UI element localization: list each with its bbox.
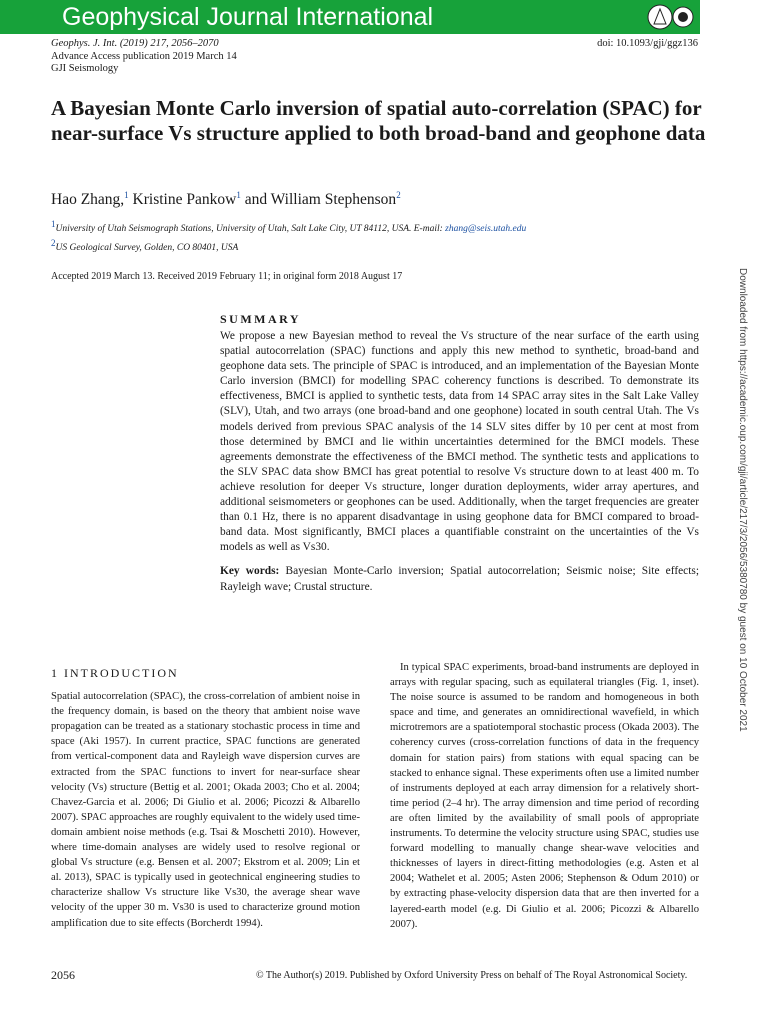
intro-paragraph-1: Spatial autocorrelation (SPAC), the cross-correlation of ambient noise in the frequency domain, is based on the theory that ambient noise wave propagation can be treated as a stationary stochastic process in time and space (Aki 1957). In current practice, SPAC functions are generated from vertical-component data and Rayleigh wave dispersion curves are extracted from the SPAC functions to invert for near-surface shear velocity (Vs) structure (Bettig et al. 2001; Okada 2003; Cho et al. 2004; Chavez-Garcia et al. 2006; Di Giulio et al. 2006; Picozzi & Albarello 2007). SPAC approaches are roughly equivalent to the widely used time-domain ambient noise methods (e.g. Tsai & Moschetti 2010). However, where time-domain analyses are widely used to resolve regional or global Vs structure (e.g. Bensen et al. 2007; Ekstrom et al. 2009; Lin et al. 2013), SPAC is typically used in geotechnical engineering studies to characterize shallow Vs structure like Vs30, the average shear wave velocity of the upper 30 m. Vs30 is used to characterize ground motion amplification due to site effects (Borcherdt 1994).	[51, 691, 360, 929]
author-affiliation-mark[interactable]: 1	[236, 190, 241, 200]
advance-access: Advance Access publication 2019 March 14	[51, 50, 237, 62]
summary-body: We propose a new Bayesian method to reveal the Vs structure of the near surface of the earth using spatial autocorrelation (SPAC) functions and apply this new method to synthetic, broad-band and geophone data sets. The principle of SPAC is introduced, and an implementation of the Bayesian Monte Carlo inversion (BMCI) for modelling SPAC coherency functions is described. To demonstrate its effectiveness, BMCI is applied to synthetic tests, data from 14 SPAC array sites in the Salt Lake Valley (SLV), Utah, and two arrays (one broad-band and one geophone) located in south central Utah. The Vs models derived from previous SPAC analysis of the 14 SLV sites differ by 10 per cent at most from those determined by BMCI and lie within uncertainties determined for the BMCI models. These agreements demonstrate the effectiveness of the BMCI method. The synthetic tests and applications to the SLV SPAC data show BMCI has great potential to resolve Vs structure down to at least 400 m. To achieve resolution for deeper Vs structure, longer duration deployments, wider array apertures, and additional seismometers or geophones can be used. Additionally, when the target frequencies are greater than 0.1 Hz, there is no apparent disadvantage in using geophone data for BMCI compared to broad-band data. Most significantly, BMCI places a quantifiable constraint on the uncertainties of the Vs models as well as Vs30.	[220, 330, 699, 554]
intro-paragraph-2: In typical SPAC experiments, broad-band instruments are deployed in arrays with regular spacing, such as equilateral triangles (Fig. 1, inset). The noise source is assumed to be random and homogeneous in both space and time, and generates an omnidirectional wavefield, in which microtremors are a spatiotemporal stochastic process (Okada 2003). The coherency curves (cross-correlation functions of data in the frequency domain for station pairs) from stations with equal spacing can be stacked to enhance signal. These experiments often use a limited number of instruments deployed at each array dimension for a relatively short-time period (2–4 hr). The array dimension and time period of recording are often limited by the availability of small pools of appropriate instruments. To determine the velocity structure using SPAC, studies use forward modelling to manually change shear-wave velocities and thicknesses of layers in direct-fitting methodologies (e.g. Asten et al 2004; Wathelet et al. 2005; Asten 2006; Stephenson & Odum 2010) or by extracting phase-velocity dispersion data that are then inverted for a layered-earth model (e.g. Di Giulio et al. 2006; Picozzi & Albarello 2007).	[390, 662, 699, 930]
keywords-text: Bayesian Monte-Carlo inversion; Spatial autocorrelation; Seismic noise; Site effects; Rayleigh wave; Crustal structure.	[220, 565, 699, 593]
page-number: 2056	[51, 968, 75, 982]
keywords-label: Key words:	[220, 565, 280, 578]
download-note: Downloaded from https://academic.oup.com/gji/article/217/3/2056/5380780 by guest on 10 October 2021	[737, 268, 748, 732]
author-name: and William Stephenson	[240, 191, 397, 209]
accepted-dates: Accepted 2019 March 13. Received 2019 February 11; in original form 2018 August 17	[51, 271, 403, 282]
author-name: Hao Zhang,	[51, 191, 125, 209]
section-label: GJI Seismology	[51, 63, 119, 74]
society-logos-icon	[645, 2, 695, 32]
summary-section	[220, 312, 699, 595]
journal-name: Geophysical Journal International	[62, 3, 434, 31]
intro-heading: 1 INTRODUCTION	[51, 666, 179, 680]
affiliation-1: $^1$University of Utah Seismograph Stations, University of Utah, Salt Lake City, UT 84112, USA. E-mail: zhang@seis.utah.edu	[51, 219, 527, 235]
affiliation-2: $^2$US Geological Survey, Golden, CO 80401, USA	[51, 237, 239, 253]
citation: Geophys. J. Int. (2019) 217, 2056–2070	[51, 38, 219, 49]
author-affiliation-mark[interactable]: 2	[396, 190, 401, 200]
affiliations	[51, 218, 526, 255]
doi[interactable]: doi: 10.1093/gji/ggz136	[597, 38, 698, 49]
keywords	[220, 564, 699, 594]
author-list	[51, 190, 401, 209]
author-affiliation-mark[interactable]: 1	[124, 190, 129, 200]
email-link[interactable]: zhang@seis.utah.edu	[445, 224, 527, 235]
journal-banner	[0, 0, 700, 34]
intro-right-column	[390, 660, 699, 932]
intro-left-column	[51, 666, 360, 931]
copyright-footer: © The Author(s) 2019. Published by Oxford University Press on behalf of The Royal Astronomical Society.	[256, 970, 688, 981]
summary-heading: SUMMARY	[220, 312, 302, 326]
article-title: A Bayesian Monte Carlo inversion of spatial auto-correlation (SPAC) for near-surface Vs structure applied to both broad-band and geophone data	[51, 96, 706, 145]
article-meta	[51, 38, 237, 76]
author-name: Kristine Pankow	[128, 191, 237, 209]
